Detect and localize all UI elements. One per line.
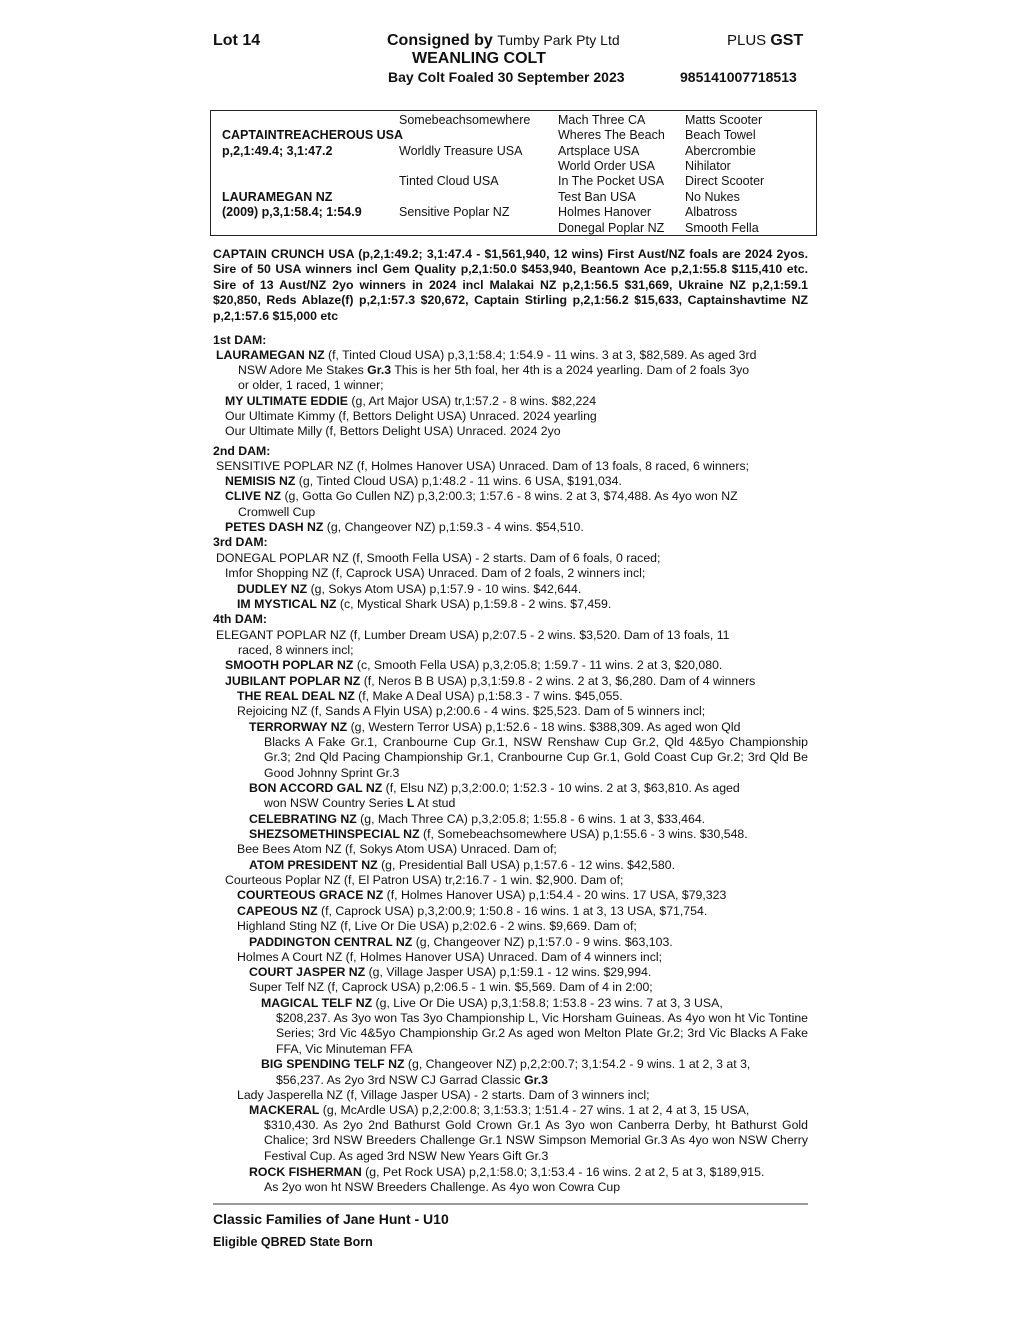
progeny-line: Our Ultimate Kimmy (f, Bettors Delight USA) Unraced. 2024 yearling	[225, 409, 597, 423]
pedigree-g2: Worldly Treasure USA	[399, 144, 523, 158]
line-text: won NSW Country Series	[264, 796, 407, 810]
progeny-line	[249, 720, 740, 735]
progeny-line: Courteous Poplar NZ (f, El Patron USA) tr,2:16.7 - 1 win. $2,900. Dam of;	[225, 873, 624, 887]
line-text: (g, Gotta Go Cullen NZ) p,3,2:00.3; 1:57.6 - 8 wins. 2 at 3, $74,488. As 4yo won NZ	[281, 489, 738, 503]
line-text: $56,237. As 2yo 3rd NSW CJ Garrad Classic	[276, 1073, 525, 1087]
line-text: (g, Presidential Ball USA) p,1:57.6 - 12 wins. $42,580.	[377, 858, 676, 872]
horse-name: ATOM PRESIDENT NZ	[249, 858, 378, 872]
progeny-line	[249, 858, 675, 873]
horse-name: JUBILANT POPLAR NZ	[225, 674, 361, 688]
dam-line	[216, 348, 756, 363]
line-text: (g, Sokys Atom USA) p,1:57.9 - 10 wins. $42,644.	[307, 582, 582, 596]
section-2nd-dam: 2nd DAM:	[213, 444, 271, 458]
progeny-line	[225, 520, 584, 535]
pedigree-sire-record: p,2,1:49.4; 3,1:47.2	[222, 144, 333, 158]
line-text: This is her 5th foal, her 4th is a 2024 yearling. Dam of 2 foals 3yo	[391, 363, 750, 377]
line-text: (g, McArdle USA) p,2,2:00.8; 3,1:53.3; 1:51.4 - 27 wins. 1 at 2, 4 at 3, 15 USA,	[319, 1103, 750, 1117]
line-text: (g, Changeover NZ) p,2,2:00.7; 3,1:54.2 - 9 wins. 1 at 2, 3 at 3,	[404, 1057, 751, 1071]
progeny-line	[237, 582, 581, 597]
progeny-line	[237, 689, 623, 704]
line-text: (g, Art Major USA) tr,1:57.2 - 8 wins. $82,224	[347, 394, 597, 408]
progeny-text: $310,430. As 2yo 2nd Bathurst Gold Crown Gr.1 As 3yo won Canberra Derby, ht Bathurst Gold Chalice; 3rd NSW Breeders Challenge Gr.1 NSW Simpson Memorial Gr.3 As 4yo won NSW Cherry Festival Cup. As aged 3rd NSW New Years Gift Gr.3	[264, 1118, 808, 1163]
progeny-line	[249, 965, 651, 980]
footer-divider	[213, 1203, 808, 1205]
pedigree-ggg8: Smooth Fella	[685, 221, 759, 235]
lot-number: Lot 14	[213, 32, 261, 49]
progeny-line: Highland Sting NZ (f, Live Or Die USA) p,2:02.6 - 2 wins. $9,669. Dam of;	[237, 919, 637, 933]
horse-name: CAPEOUS NZ	[237, 904, 318, 918]
line-text: NSW Adore Me Stakes	[238, 363, 368, 377]
horse-name: MY ULTIMATE EDDIE	[225, 394, 348, 408]
horse-name: CLIVE NZ	[225, 489, 282, 503]
progeny-line: Rejoicing NZ (f, Sands A Flyin USA) p,2:00.6 - 4 wins. $25,523. Dam of 5 winners incl;	[237, 704, 706, 718]
line-text: (f, Tinted Cloud USA) p,3,1:58.4; 1:54.9 - 11 wins. 3 at 3, $82,589. As aged 3rd	[324, 348, 757, 362]
horse-name: MACKERAL	[249, 1103, 320, 1117]
horse-name: SHEZSOMETHINSPECIAL NZ	[249, 827, 420, 841]
line-text: (f, Neros B B USA) p,3,1:59.8 - 2 wins. 2 at 3, $6,280. Dam of 4 winners	[360, 674, 756, 688]
pedigree-ggg7: Albatross	[685, 205, 738, 219]
consignor-line	[387, 32, 620, 50]
progeny-line: Super Telf NZ (f, Caprock USA) p,2:06.5 - 1 win. $5,569. Dam of 4 in 2:00;	[249, 980, 653, 994]
horse-name: TERRORWAY NZ	[249, 720, 348, 734]
section-1st-dam: 1st DAM:	[213, 333, 267, 347]
progeny-line	[261, 1057, 750, 1072]
horse-name: MAGICAL TELF NZ	[261, 996, 373, 1010]
line-text: (f, Elsu NZ) p,3,2:00.0; 1:52.3 - 10 wins. 2 at 3, $63,810. As aged	[382, 781, 740, 795]
pedigree-gg2: Wheres The Beach	[558, 128, 665, 142]
progeny-text: Blacks A Fake Gr.1, Cranbourne Cup Gr.1, NSW Renshaw Cup Gr.2, Qld 4&5yo Championship Gr.3; 2nd Qld Pacing Championship Gr.1, Cranbourne Cup Gr.1, Gold Coast Cup Gr.2; 3rd Qld Be Good Johnny Sprint Gr.3	[264, 735, 808, 780]
line-text: (g, Changeover NZ) p,1:59.3 - 4 wins. $54,510.	[323, 520, 584, 534]
gst-label: GST	[770, 32, 804, 49]
progeny-line	[225, 474, 622, 489]
pedigree-g1: Somebeachsomewhere	[399, 113, 531, 127]
pedigree-gg4: World Order USA	[558, 159, 656, 173]
pedigree-gg8: Donegal Poplar NZ	[558, 221, 665, 235]
progeny-line	[276, 1073, 548, 1088]
line-text: At stud	[414, 796, 456, 810]
progeny-line	[237, 597, 611, 612]
race-grade: Gr.3	[367, 363, 392, 377]
line-text: (f, Caprock USA) p,3,2:00.9; 1:50.8 - 16 wins. 1 at 3, 13 USA, $71,754.	[317, 904, 708, 918]
dam-line: DONEGAL POPLAR NZ (f, Smooth Fella USA) - 2 starts. Dam of 6 foals, 0 raced;	[216, 551, 661, 565]
horse-name: PETES DASH NZ	[225, 520, 324, 534]
horse-name: PADDINGTON CENTRAL NZ	[249, 935, 413, 949]
progeny-line	[264, 796, 455, 811]
progeny-line	[249, 781, 740, 796]
dam-line: ELEGANT POPLAR NZ (f, Lumber Dream USA) p,2:07.5 - 2 wins. $3,520. Dam of 13 foals, 11	[216, 628, 730, 642]
pedigree-gg1: Mach Three CA	[558, 113, 646, 127]
horse-name: LAURAMEGAN NZ	[216, 348, 325, 362]
line-text: (g, Changeover NZ) p,1:57.0 - 9 wins. $63,103.	[412, 935, 673, 949]
pedigree-gg3: Artsplace USA	[558, 144, 640, 158]
dam-line: SENSITIVE POPLAR NZ (f, Holmes Hanover USA) Unraced. Dam of 13 foals, 8 raced, 6 winners;	[216, 459, 750, 473]
line-text: (g, Tinted Cloud USA) p,1:48.2 - 11 wins. 6 USA, $191,034.	[295, 474, 622, 488]
progeny-line: Imfor Shopping NZ (f, Caprock USA) Unraced. Dam of 2 foals, 2 winners incl;	[225, 566, 646, 580]
eligibility-label: Eligible QBRED State Born	[213, 1235, 373, 1249]
progeny-line	[225, 489, 738, 504]
progeny-line	[249, 1103, 749, 1118]
line-text: (c, Smooth Fella USA) p,3,2:05.8; 1:59.7 - 11 wins. 2 at 3, $20,080.	[353, 658, 723, 672]
horse-name: ROCK FISHERMAN	[249, 1165, 362, 1179]
dam-line: raced, 8 winners incl;	[238, 643, 354, 657]
foaled-line: Bay Colt Foaled 30 September 2023	[388, 69, 625, 85]
progeny-line	[225, 658, 722, 673]
plus-label: PLUS	[727, 32, 767, 49]
horse-name: THE REAL DEAL NZ	[237, 689, 355, 703]
pedigree-gg5: In The Pocket USA	[558, 174, 665, 188]
line-text: (g, Pet Rock USA) p,2,1:58.0; 3,1:53.4 - 16 wins. 2 at 2, 5 at 3, $189,915.	[361, 1165, 765, 1179]
section-4th-dam: 4th DAM:	[213, 612, 267, 626]
pedigree-table	[210, 110, 817, 236]
progeny-line	[237, 888, 726, 903]
pedigree-gg6: Test Ban USA	[558, 190, 636, 204]
horse-name: NEMISIS NZ	[225, 474, 296, 488]
pedigree-sire: CAPTAINTREACHEROUS USA	[222, 128, 404, 142]
progeny-line	[249, 935, 673, 950]
progeny-line	[249, 827, 748, 842]
horse-name: CELEBRATING NZ	[249, 812, 357, 826]
horse-name: IM MYSTICAL NZ	[237, 597, 337, 611]
horse-name: DUDLEY NZ	[237, 582, 308, 596]
line-text: (g, Mach Three CA) p,3,2:05.8; 1:55.8 - 6 wins. 1 at 3, $33,464.	[356, 812, 706, 826]
family-label: Classic Families of Jane Hunt - U10	[213, 1211, 449, 1227]
race-grade: L	[406, 796, 415, 810]
gst-note	[727, 32, 803, 50]
pedigree-dam: LAURAMEGAN NZ	[222, 190, 333, 204]
pedigree-ggg1: Matts Scooter	[685, 113, 763, 127]
pedigree-g3: Tinted Cloud USA	[399, 174, 499, 188]
progeny-line	[249, 1165, 764, 1180]
horse-sex: WEANLING COLT	[412, 50, 546, 67]
line-text: (g, Village Jasper USA) p,1:59.1 - 12 wins. $29,994.	[365, 965, 652, 979]
pedigree-ggg2: Beach Towel	[685, 128, 756, 142]
microchip-number: 985141007718513	[680, 69, 797, 85]
horse-name: SMOOTH POPLAR NZ	[225, 658, 354, 672]
progeny-line: Bee Bees Atom NZ (f, Sokys Atom USA) Unraced. Dam of;	[237, 842, 557, 856]
progeny-line	[237, 904, 707, 919]
line-text: (f, Somebeachsomewhere USA) p,1:55.6 - 3 wins. $30,548.	[419, 827, 748, 841]
progeny-text: $208,237. As 3yo won Tas 3yo Championship L, Vic Horsham Guineas. As 4yo won ht Vic Tontine Series; 3rd Vic 4&5yo Championship Gr.2 As aged won Melton Plate Gr.2; 3rd Vic Blacks A Fake FFA, Vic Minuteman FFA	[276, 1011, 808, 1056]
line-text: (f, Make A Deal USA) p,1:58.3 - 7 wins. $45,055.	[354, 689, 623, 703]
progeny-line: Cromwell Cup	[238, 505, 316, 519]
progeny-line	[261, 996, 723, 1011]
race-grade: Gr.3	[524, 1073, 549, 1087]
sire-paragraph: CAPTAIN CRUNCH USA (p,2,1:49.2; 3,1:47.4 - $1,561,940, 12 wins) First Aust/NZ foals are 2024 2yos. Sire of 50 USA winners incl Gem Quality p,2,1:50.0 $453,940, Beantown Ace p,2,1:55.8 $115,410 etc. Sire of 13 Aust/NZ 2yo winners in 2024 incl Malakai NZ p,2,1:56.5 $31,669, Ukraine NZ p,2,1:59.1 $20,850, Reds Ablaze(f) p,2,1:57.3 $20,672, Captain Stirling p,2,1:56.2 $15,633, Captainshavtime NZ p,2,1:57.6 $15,000 etc	[213, 247, 808, 323]
progeny-line: Lady Jasperella NZ (f, Village Jasper USA) - 2 starts. Dam of 3 winners incl;	[237, 1088, 650, 1102]
horse-name: BON ACCORD GAL NZ	[249, 781, 383, 795]
horse-name: COURTEOUS GRACE NZ	[237, 888, 384, 902]
pedigree-dam-record: (2009) p,3,1:58.4; 1:54.9	[222, 205, 362, 219]
line-text: (c, Mystical Shark USA) p,1:59.8 - 2 wins. $7,459.	[336, 597, 612, 611]
progeny-line: As 2yo won ht NSW Breeders Challenge. As 4yo won Cowra Cup	[264, 1180, 621, 1194]
dam-line	[238, 363, 749, 378]
consignor-name: Tumby Park Pty Ltd	[497, 32, 620, 48]
line-text: (g, Western Terror USA) p,1:52.6 - 18 wins. $388,309. As aged won Qld	[347, 720, 741, 734]
consigned-label: Consigned by	[387, 32, 493, 49]
progeny-line	[225, 394, 596, 409]
line-text: (f, Holmes Hanover USA) p,1:54.4 - 20 wins. 17 USA, $79,323	[383, 888, 727, 902]
horse-name: BIG SPENDING TELF NZ	[261, 1057, 405, 1071]
line-text: (g, Live Or Die USA) p,3,1:58.8; 1:53.8 - 23 wins. 7 at 3, 3 USA,	[372, 996, 723, 1010]
pedigree-gg7: Holmes Hanover	[558, 205, 652, 219]
pedigree-ggg3: Abercrombie	[685, 144, 756, 158]
progeny-line	[225, 674, 755, 689]
section-3rd-dam: 3rd DAM:	[213, 535, 268, 549]
pedigree-g4: Sensitive Poplar NZ	[399, 205, 510, 219]
progeny-line: Holmes A Court NZ (f, Holmes Hanover USA) Unraced. Dam of 4 winners incl;	[237, 950, 663, 964]
dam-line: or older, 1 raced, 1 winner;	[238, 378, 384, 392]
pedigree-ggg6: No Nukes	[685, 190, 740, 204]
progeny-line: Our Ultimate Milly (f, Bettors Delight USA) Unraced. 2024 2yo	[225, 424, 561, 438]
pedigree-ggg5: Direct Scooter	[685, 174, 765, 188]
pedigree-ggg4: Nihilator	[685, 159, 731, 173]
horse-name: COURT JASPER NZ	[249, 965, 366, 979]
progeny-line	[249, 812, 705, 827]
